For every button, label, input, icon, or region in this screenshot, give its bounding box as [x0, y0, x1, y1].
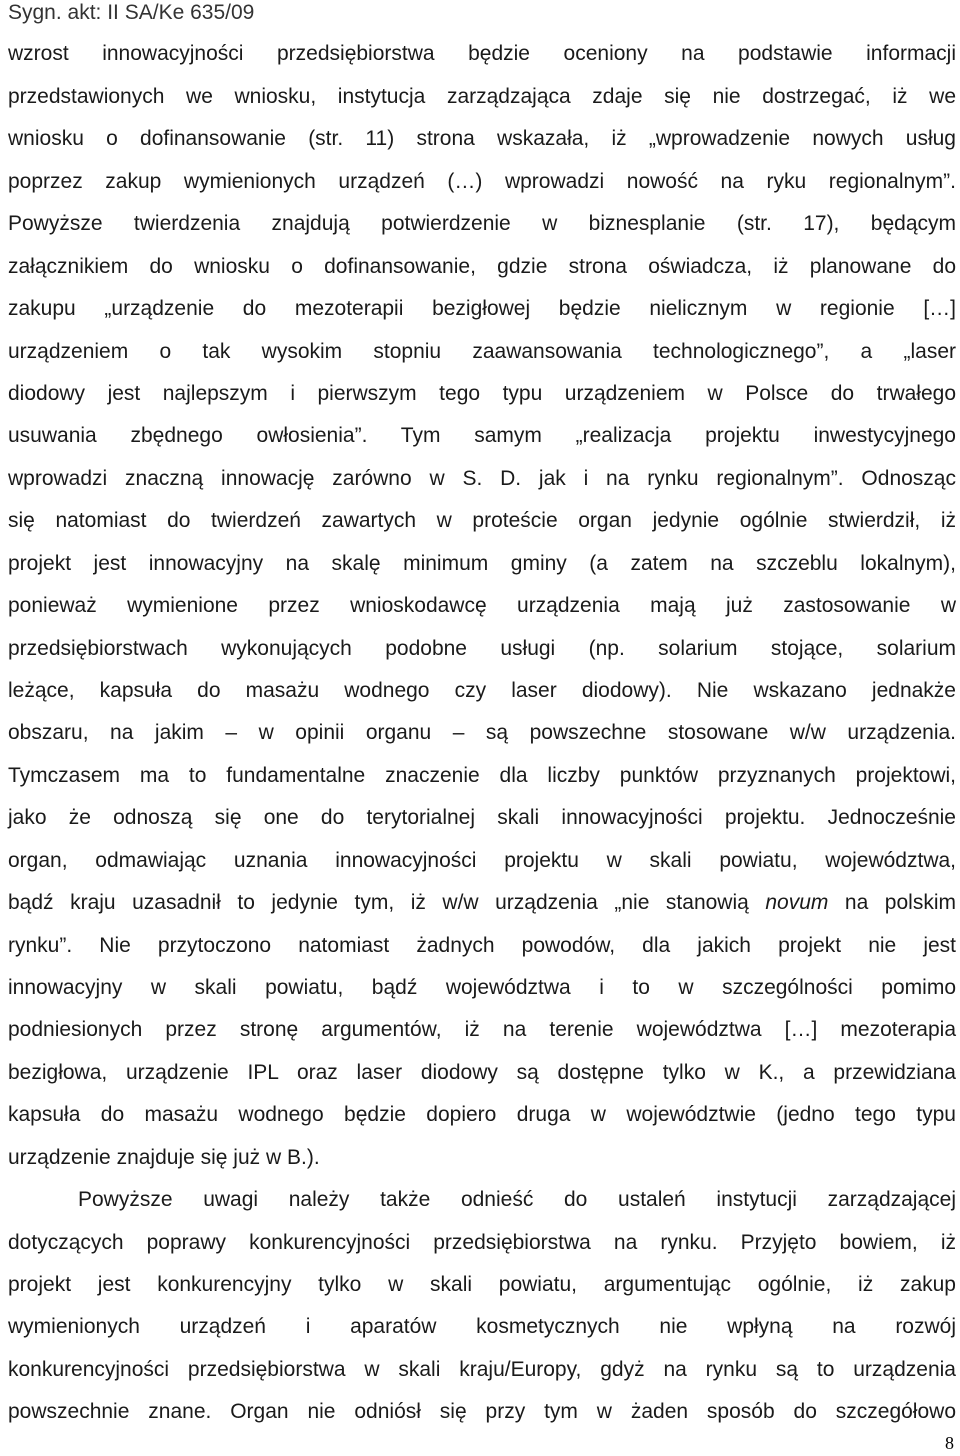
text-line: Powyższe uwagi należy także odnieść do ustaleń instytucji zarządzającej [78, 1188, 956, 1211]
text-line: leżące, kapsuła do masażu wodnego czy laser diodowy). Nie wskazano jednakże [8, 679, 956, 702]
text-line: konkurencyjności przedsiębiorstwa w skali kraju/Europy, gdyż na rynku są to urządzenia [8, 1358, 956, 1381]
text-line: usuwania zbędnego owłosienia”. Tym samym „realizacja projektu inwestycyjnego [8, 424, 956, 447]
text-line: Powyższe twierdzenia znajdują potwierdzenie w biznesplanie (str. 17), będącym [8, 212, 956, 235]
text-line: innowacyjny w skali powiatu, bądź województwa i to w szczególności pomimo [8, 976, 956, 999]
text-line: ponieważ wymienione przez wnioskodawcę urządzenia mają już zastosowanie w [8, 594, 956, 617]
emphasis-novum: novum [765, 891, 829, 914]
case-signature: Sygn. akt: II SA/Ke 635/09 [8, 1, 255, 24]
text-line: podniesionych przez stronę argumentów, iż na terenie województwa […] mezoterapia [8, 1018, 956, 1041]
text-line: przedsiębiorstwach wykonujących podobne usługi (np. solarium stojące, solarium [8, 637, 956, 660]
text-line: diodowy jest najlepszym i pierwszym tego typu urządzeniem w Polsce do trwałego [8, 382, 956, 405]
text-line: dotyczących poprawy konkurencyjności przedsiębiorstwa na rynku. Przyjęto bowiem, iż [8, 1231, 956, 1254]
text-line: urządzenie znajduje się już w B.). [8, 1146, 320, 1169]
text-line: wzrost innowacyjności przedsiębiorstwa będzie oceniony na podstawie informacji [8, 42, 956, 65]
text-line: projekt jest konkurencyjny tylko w skali powiatu, argumentując ogólnie, iż zakup [8, 1273, 956, 1296]
text-line: jako że odnoszą się one do terytorialnej skali innowacyjności projektu. Jednocześnie [8, 806, 956, 829]
text-line: się natomiast do twierdzeń zawartych w proteście organ jedynie ogólnie stwierdził, iż [8, 509, 956, 532]
text-line: poprzez zakup wymienionych urządzeń (…) wprowadzi nowość na ryku regionalnym”. [8, 170, 956, 193]
text-line: zakupu „urządzenie do mezoterapii bezigłowej będzie nielicznym w regionie […] [8, 297, 956, 320]
page-number: 8 [945, 1433, 954, 1453]
text-line: rynku”. Nie przytoczono natomiast żadnych powodów, dla jakich projekt nie jest [8, 934, 956, 957]
text-line: wniosku o dofinansowanie (str. 11) strona wskazała, iż „wprowadzenie nowych usług [8, 127, 956, 150]
text-line: obszaru, na jakim – w opinii organu – są powszechne stosowane w/w urządzenia. [8, 721, 956, 744]
text-line: wprowadzi znaczną innowację zarówno w S. D. jak i na rynku regionalnym”. Odnosząc [8, 467, 956, 490]
text-line: bądź kraju uzasadnił to jedynie tym, iż w/w urządzenia „nie stanowią novum na polskim [8, 891, 956, 914]
text-line: wymienionych urządzeń i aparatów kosmetycznych nie wpłyną na rozwój [8, 1315, 956, 1338]
text-line: załącznikiem do wniosku o dofinansowanie, gdzie strona oświadcza, iż planowane do [8, 255, 956, 278]
text-line: powszechnie znane. Organ nie odniósł się przy tym w żaden sposób do szczegółowo [8, 1400, 956, 1423]
text-line: urządzeniem o tak wysokim stopniu zaawansowania technologicznego”, a „laser [8, 340, 956, 363]
text-line: projekt jest innowacyjny na skalę minimum gminy (a zatem na szczeblu lokalnym), [8, 552, 956, 575]
text-line: kapsuła do masażu wodnego będzie dopiero druga w województwie (jedno tego typu [8, 1103, 956, 1126]
text-line: Tymczasem ma to fundamentalne znaczenie dla liczby punktów przyznanych projektowi, [8, 764, 956, 787]
text-line: przedstawionych we wniosku, instytucja zarządzająca zdaje się nie dostrzegać, iż we [8, 85, 956, 108]
text-line: organ, odmawiając uznania innowacyjności projektu w skali powiatu, województwa, [8, 849, 956, 872]
text-line: bezigłowa, urządzenie IPL oraz laser diodowy są dostępne tylko w K., a przewidziana [8, 1061, 956, 1084]
